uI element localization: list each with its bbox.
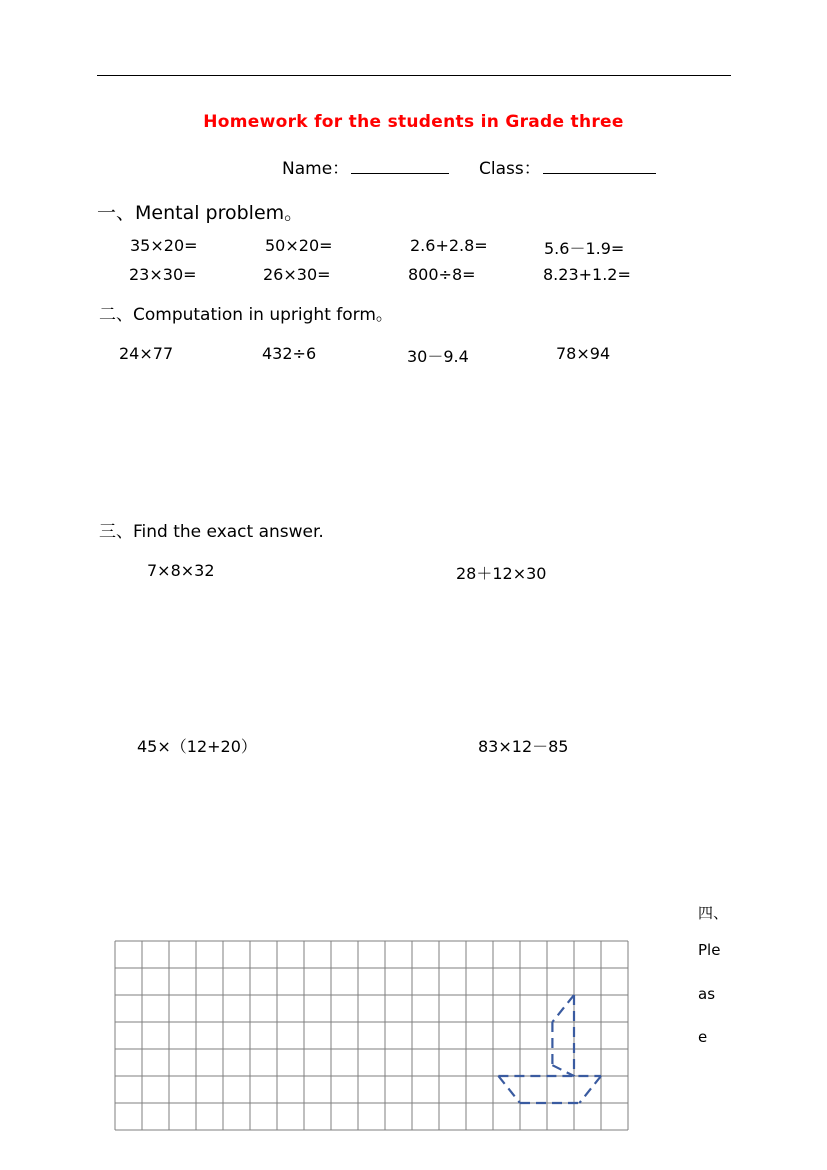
figure-edge (552, 1065, 574, 1076)
figure-edge (579, 1076, 601, 1103)
upright-problem-4: 78×94 (556, 344, 611, 363)
upright-problem-3: 30－9.4 (407, 347, 469, 366)
section4-heading-line-4: e (698, 1028, 708, 1046)
section2-heading: 二、Computation in upright form。 (99, 305, 393, 325)
mental-problem-4: 5.6－1.9= (544, 239, 625, 258)
section4-heading-line-2: Ple (698, 941, 721, 959)
mental-problem-3: 2.6+2.8= (410, 236, 488, 255)
exact-problem-3: 45×（12+20） (137, 737, 257, 756)
figure-edge (552, 995, 574, 1022)
exact-problem-4: 83×12－85 (478, 737, 569, 756)
class-label: Class： (479, 159, 541, 179)
upright-problem-2: 432÷6 (262, 344, 317, 363)
header-rule (97, 75, 731, 76)
mental-problem-8: 8.23+1.2= (543, 265, 631, 284)
figure-edge (498, 1076, 520, 1103)
grid-lines (115, 941, 628, 1130)
section3-heading: 三、Find the exact answer. (99, 522, 324, 542)
class-blank[interactable] (543, 172, 656, 174)
class-field (479, 154, 656, 179)
section1-heading: 一、Mental problem。 (97, 202, 304, 224)
mental-problem-1: 35×20= (130, 236, 198, 255)
section4-heading-line-1: 四、 (698, 904, 729, 922)
exact-problem-1: 7×8×32 (147, 561, 215, 580)
name-field (282, 154, 449, 179)
mental-problem-7: 800÷8= (408, 265, 476, 284)
name-label: Name： (282, 159, 350, 179)
mental-problem-6: 26×30= (263, 265, 331, 284)
page-title: Homework for the students in Grade three (203, 112, 624, 132)
name-blank[interactable] (351, 172, 449, 174)
upright-problem-1: 24×77 (119, 344, 174, 363)
section4-heading-line-3: as (698, 985, 716, 1003)
mental-problem-2: 50×20= (265, 236, 333, 255)
drawing-grid (113, 939, 633, 1139)
exact-problem-2: 28＋12×30 (456, 564, 547, 583)
mental-problem-5: 23×30= (129, 265, 197, 284)
